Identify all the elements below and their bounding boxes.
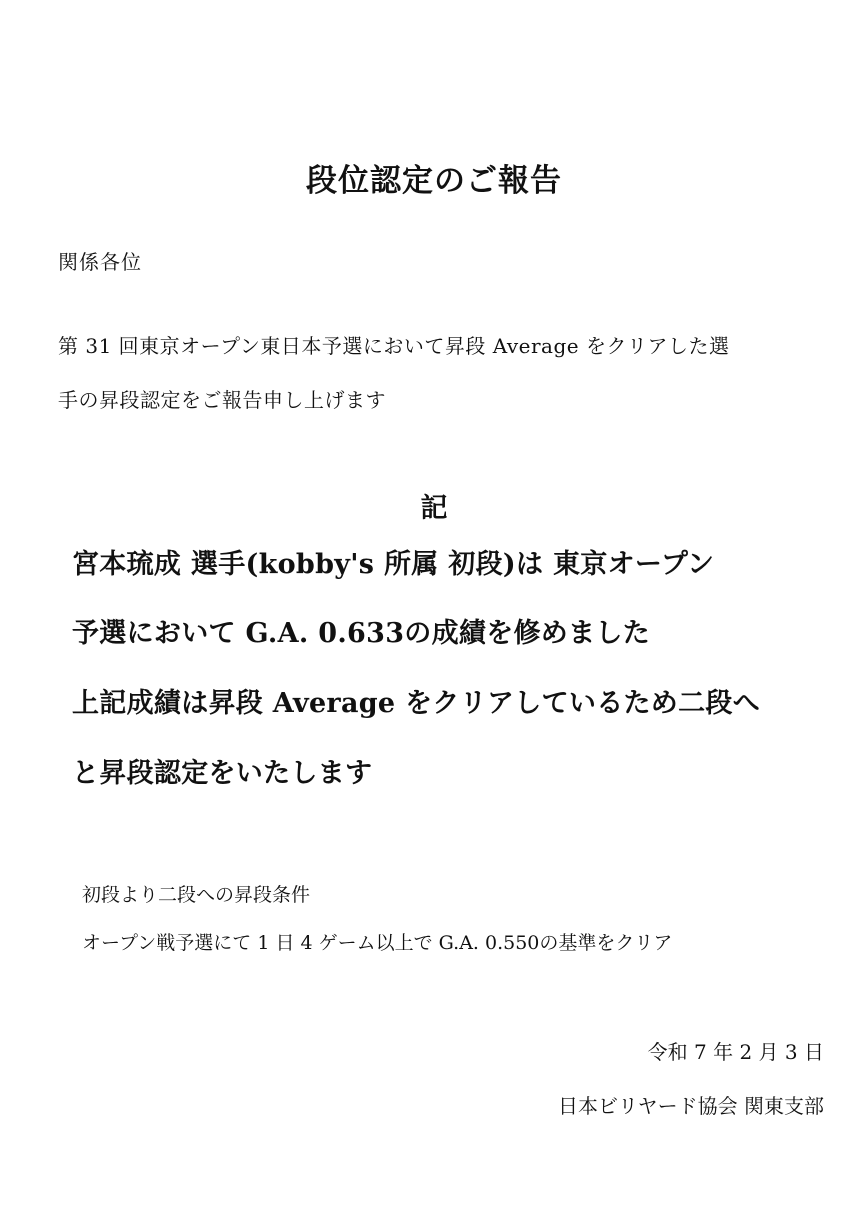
body-line-3: 上記成績は昇段 Average をクリアしているため二段へ	[72, 688, 760, 719]
intro-line-2: 手の昇段認定をご報告申し上げます	[58, 388, 386, 412]
organization-name: 日本ビリヤード協会 関東支部	[558, 1094, 824, 1118]
addressee: 関係各位	[58, 250, 142, 274]
body-line-1: 宮本琉成 選手(kobby's 所属 初段)は 東京オープン	[72, 549, 715, 580]
document-title: 段位認定のご報告	[306, 163, 562, 199]
body-line-4: と昇段認定をいたします	[72, 758, 373, 789]
body-line-2: 予選において G.A. 0.633の成績を修めました	[72, 618, 650, 649]
intro-line-1: 第 31 回東京オープン東日本予選において昇段 Average をクリアした選	[58, 334, 730, 358]
issue-date: 令和 7 年 2 月 3 日	[647, 1040, 824, 1064]
condition-heading: 初段より二段への昇段条件	[82, 884, 311, 906]
ki-heading: 記	[420, 493, 448, 524]
condition-text: オープン戦予選にて 1 日 4 ゲーム以上で G.A. 0.550の基準をクリア	[82, 932, 673, 954]
